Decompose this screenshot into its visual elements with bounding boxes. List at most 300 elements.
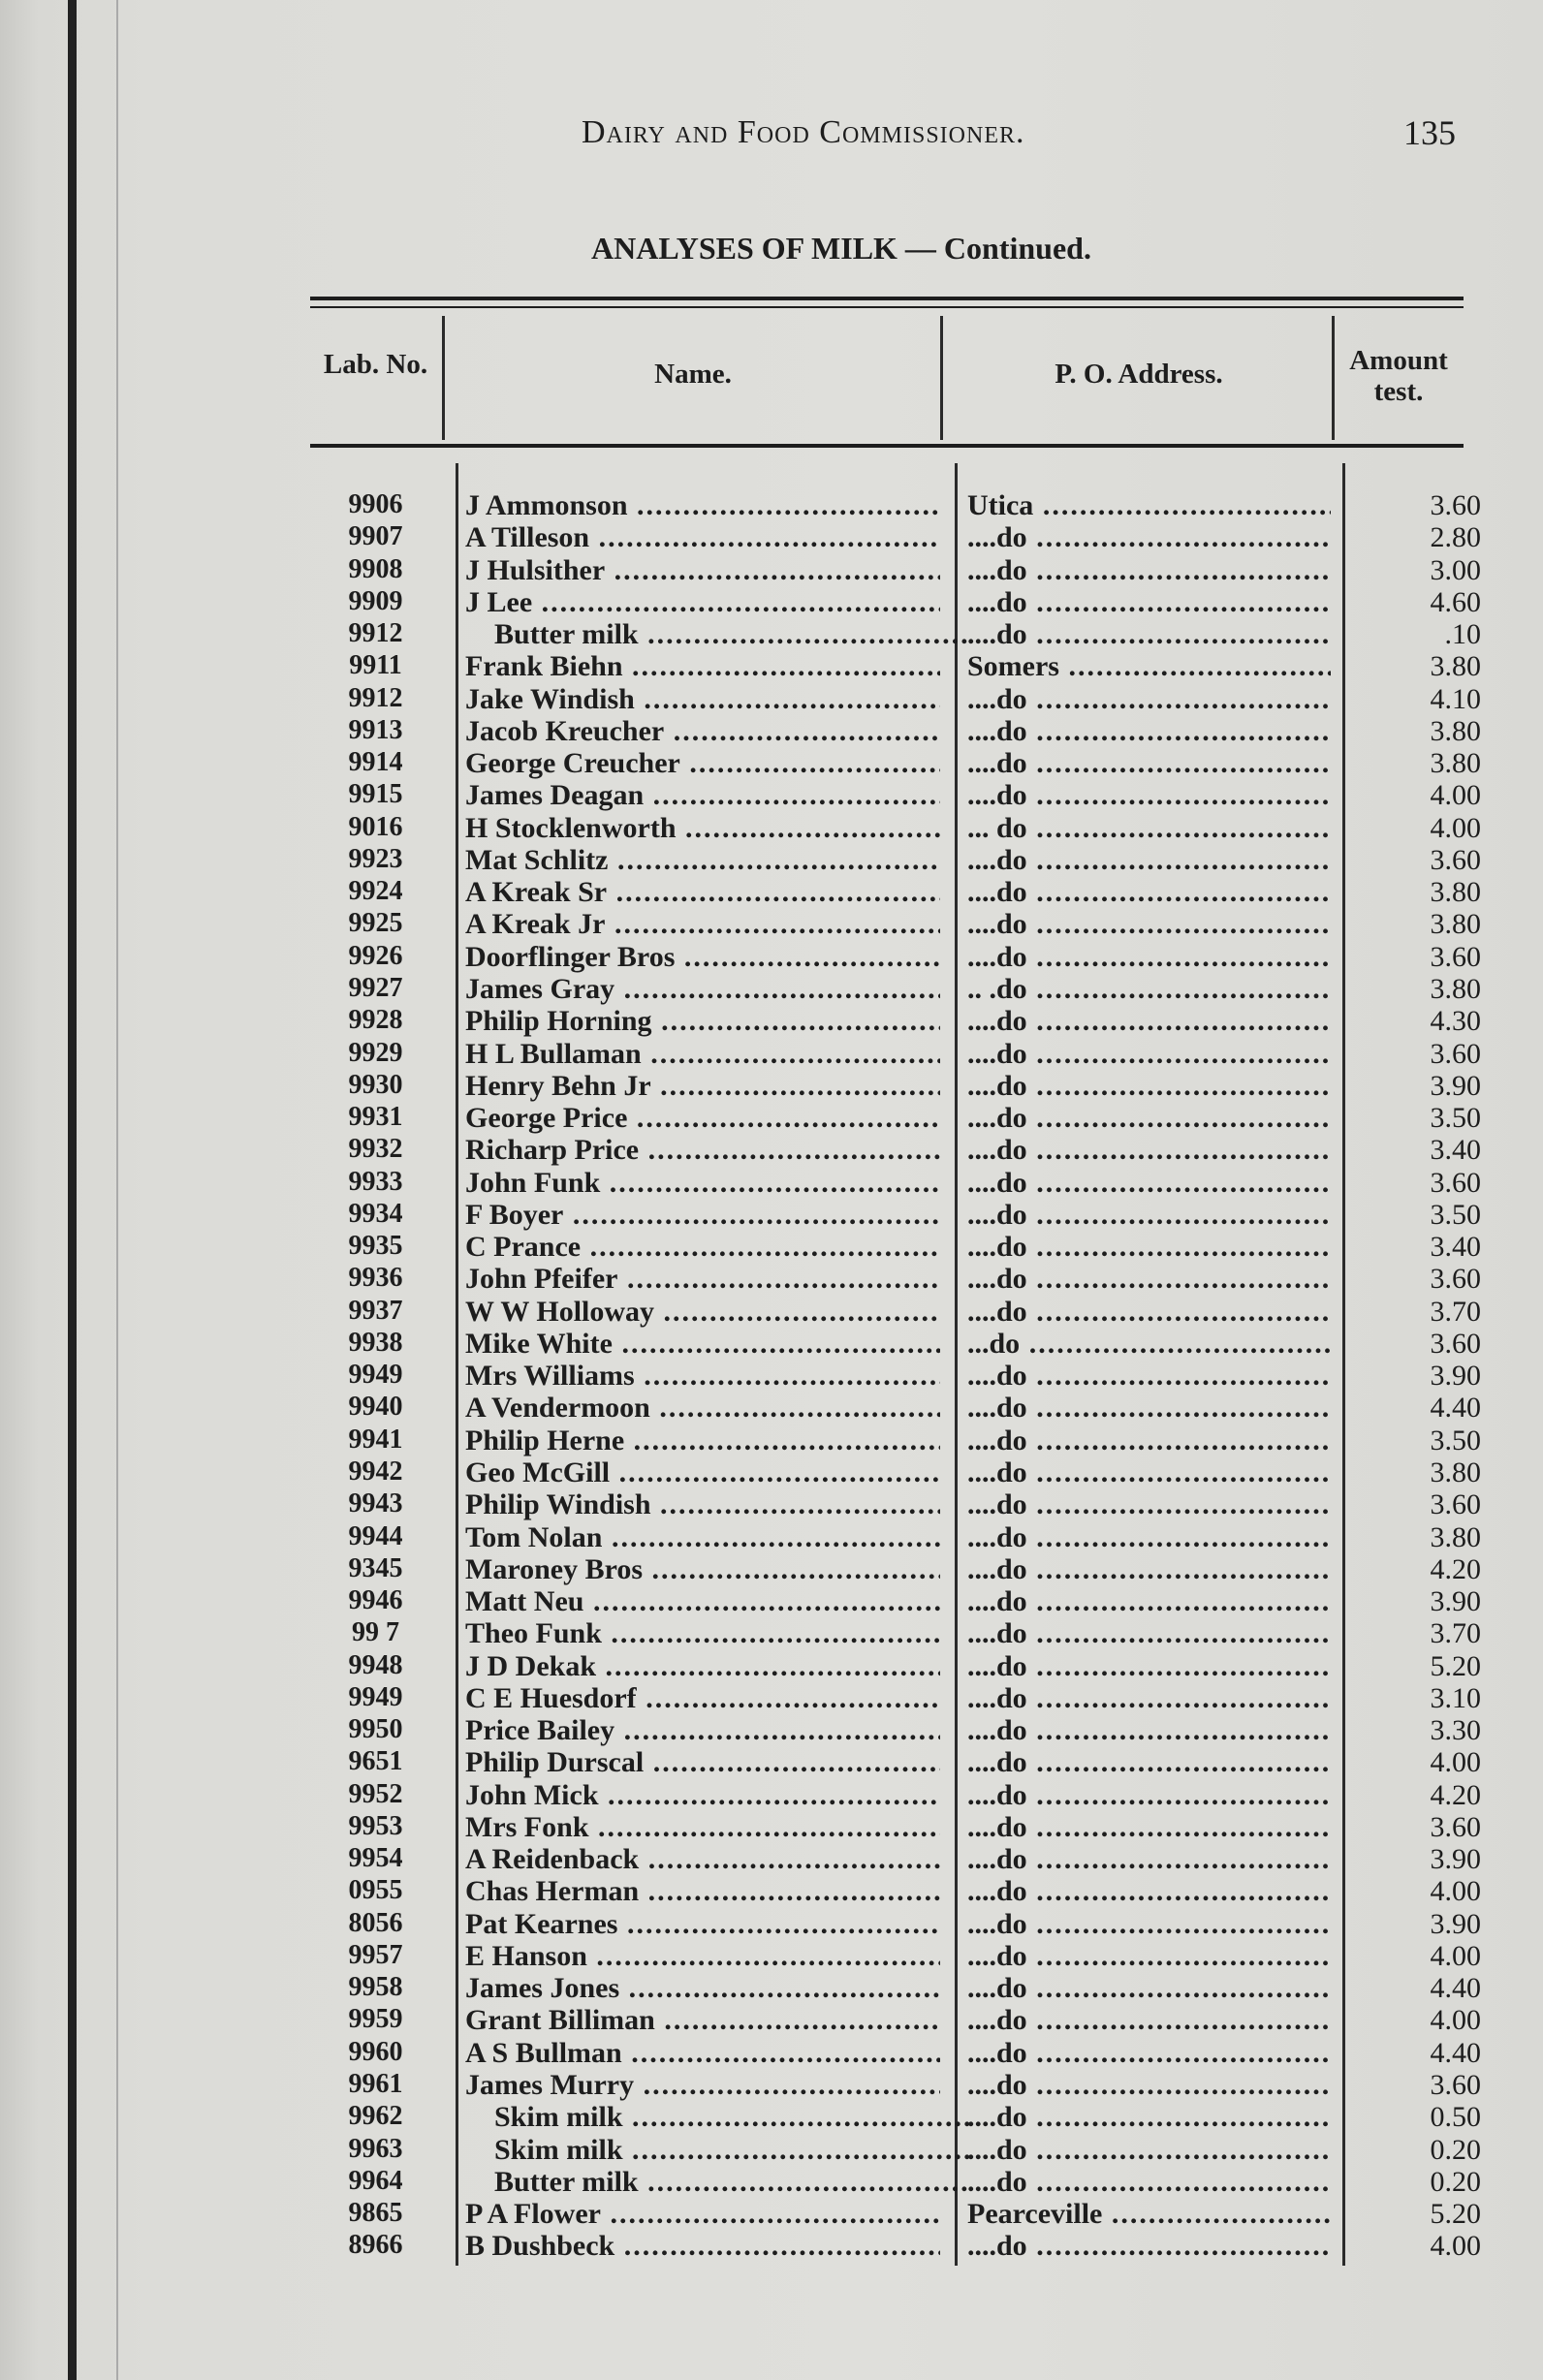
po-address-text: ....do ..... (967, 1360, 1331, 1392)
amount-test: 4.00 (1430, 1939, 1481, 1972)
table-row (320, 1682, 1483, 1714)
lab-number: 9944 (348, 1520, 403, 1551)
table-row (320, 1392, 1483, 1424)
lab-number: 9925 (348, 908, 403, 939)
sample-name: H L Bullaman ..... (465, 1038, 940, 1071)
lab-number: 9948 (348, 1649, 403, 1680)
po-address (967, 1972, 1331, 2005)
amount-test: 4.40 (1430, 1972, 1481, 2005)
amount-test: 4.20 (1430, 1552, 1481, 1585)
po-address (967, 715, 1331, 748)
lab-number: 9651 (348, 1746, 403, 1777)
amount-test: 3.60 (1430, 2069, 1481, 2102)
sample-name: Skim milk ..... (465, 2134, 969, 2167)
po-address (967, 650, 1331, 683)
table-row (320, 1972, 1483, 2004)
po-address (967, 1488, 1331, 1521)
po-address-text: ....do ..... (967, 1488, 1331, 1520)
table-row (320, 650, 1483, 682)
lab-number: 9016 (348, 811, 403, 842)
po-address-text: ....do ..... (967, 941, 1331, 973)
lab-number: 9964 (348, 2165, 403, 2196)
lab-number: 9912 (348, 682, 403, 713)
table-row (320, 1296, 1483, 1328)
po-address (967, 521, 1331, 554)
amount-test: 4.10 (1430, 682, 1481, 715)
amount-test: 3.40 (1430, 1231, 1481, 1264)
lab-number: 9936 (348, 1263, 403, 1294)
sample-name: P A Flower ..... (465, 2198, 940, 2231)
po-address-text: ....do ..... (967, 1038, 1331, 1070)
lab-number: 0955 (348, 1875, 403, 1906)
po-address (967, 941, 1331, 974)
lab-number: 9927 (348, 972, 403, 1003)
sample-name: John Mick ..... (465, 1779, 940, 1812)
lab-number: 9959 (348, 2004, 403, 2035)
sample-name: A Kreak Jr ..... (465, 908, 940, 941)
po-address (967, 1714, 1331, 1747)
po-address-text: ....do ..... (967, 1456, 1331, 1488)
amount-test: .10 (1444, 618, 1481, 651)
po-address (967, 2101, 1331, 2134)
sample-name: J D Dekak ..... (465, 1650, 940, 1683)
lab-number: 9933 (348, 1166, 403, 1197)
table-row (320, 1779, 1483, 1811)
po-address-text: ....do ..... (967, 747, 1331, 779)
table-row (320, 1553, 1483, 1585)
sample-name: Philip Horning ..... (465, 1005, 940, 1038)
amount-test: 5.20 (1430, 2198, 1481, 2231)
amount-test: 3.50 (1430, 1102, 1481, 1135)
table-title: ANALYSES OF MILK — Continued. (591, 231, 1091, 266)
table-row (320, 1940, 1483, 1972)
sample-name: E Hanson ..... (465, 1940, 940, 1973)
table-row (320, 1650, 1483, 1682)
table-top-rule (310, 297, 1464, 300)
table-body (320, 489, 1483, 2263)
table-row (320, 1134, 1483, 1166)
lab-number: 9960 (348, 2036, 403, 2067)
po-address-text: ....do ..... (967, 1617, 1331, 1649)
sample-name: John Pfeifer ..... (465, 1263, 940, 1296)
po-address (967, 1038, 1331, 1071)
column-header-lab-no: Lab. No. (323, 349, 428, 380)
po-address-text: ....do ..... (967, 586, 1331, 618)
column-header-address: P. O. Address. (1055, 359, 1223, 390)
po-address (967, 1392, 1331, 1425)
table-row (320, 1714, 1483, 1746)
amount-test: 4.20 (1430, 1778, 1481, 1811)
sample-name: Butter milk ..... (465, 618, 969, 651)
po-address (967, 2004, 1331, 2037)
amount-test: 3.80 (1430, 747, 1481, 780)
po-address-text: ... do ..... (967, 812, 1331, 844)
amount-test: 4.30 (1430, 1005, 1481, 1038)
sample-name: James Deagan ..... (465, 779, 940, 812)
sample-name: Pat Kearnes ..... (465, 1908, 940, 1941)
amount-test: 3.40 (1430, 1134, 1481, 1167)
table-row (320, 489, 1483, 521)
amount-test: 3.60 (1430, 489, 1481, 521)
po-address-text: Pearceville ..... (967, 2198, 1331, 2230)
sample-name: Philip Windish ..... (465, 1488, 940, 1521)
sample-name: Price Bailey ..... (465, 1714, 940, 1747)
lab-number: 9961 (348, 2069, 403, 2100)
sample-name: C E Huesdorf ..... (465, 1682, 940, 1715)
po-address-text: ....do ..... (967, 2069, 1331, 2101)
lab-number: 9915 (348, 779, 403, 810)
po-address (967, 1617, 1331, 1650)
amount-test: 3.90 (1430, 1907, 1481, 1940)
po-address-text: ....do ..... (967, 844, 1331, 876)
lab-number: 9934 (348, 1198, 403, 1229)
po-address-text: ...do ..... (967, 1328, 1331, 1360)
po-address-text: ....do ..... (967, 1940, 1331, 1972)
lab-number: 9962 (348, 2101, 403, 2132)
po-address-text: ....do ..... (967, 1972, 1331, 2004)
po-address (967, 1521, 1331, 1554)
po-address (967, 1940, 1331, 1973)
po-address-text: ....do ..... (967, 1263, 1331, 1295)
po-address (967, 1134, 1331, 1167)
amount-test: 3.70 (1430, 1295, 1481, 1328)
table-row (320, 1167, 1483, 1199)
lab-number: 8966 (348, 2230, 403, 2261)
lab-number: 9345 (348, 1552, 403, 1583)
po-address (967, 586, 1331, 619)
po-address (967, 1263, 1331, 1296)
lab-number: 9923 (348, 843, 403, 874)
lab-number: 9953 (348, 1810, 403, 1841)
table-row (320, 1746, 1483, 1778)
table-row (320, 876, 1483, 908)
amount-test: 0.20 (1430, 2165, 1481, 2198)
table-row (320, 1843, 1483, 1875)
lab-number: 9932 (348, 1134, 403, 1165)
sample-name: A Kreak Sr ..... (465, 876, 940, 909)
header-divider (1332, 316, 1335, 440)
po-address (967, 1360, 1331, 1393)
po-address-text: ....do ..... (967, 1779, 1331, 1811)
table-row (320, 618, 1483, 650)
po-address-text: ....do ..... (967, 2166, 1331, 2198)
sample-name: Mrs Williams ..... (465, 1360, 940, 1393)
table-row (320, 2037, 1483, 2069)
table-row (320, 1488, 1483, 1520)
po-address-text: ....do ..... (967, 554, 1331, 586)
table-top-rule-thin (310, 306, 1464, 308)
lab-number: 9912 (348, 618, 403, 649)
po-address-text: ....do ..... (967, 1102, 1331, 1134)
lab-number: 9909 (348, 585, 403, 616)
lab-number: 9952 (348, 1778, 403, 1809)
lab-number: 9914 (348, 747, 403, 778)
po-address (967, 1425, 1331, 1457)
amount-test: 3.80 (1430, 972, 1481, 1005)
table-row (320, 1328, 1483, 1360)
table-row (320, 1425, 1483, 1456)
header-divider (442, 316, 445, 440)
po-address (967, 747, 1331, 780)
lab-number: 9943 (348, 1488, 403, 1519)
amount-test: 3.70 (1430, 1617, 1481, 1650)
po-address-text: ....do ..... (967, 2134, 1331, 2166)
po-address (967, 683, 1331, 716)
lab-number: 9954 (348, 1843, 403, 1874)
po-address (967, 812, 1331, 845)
po-address (967, 1456, 1331, 1489)
lab-number: 9949 (348, 1360, 403, 1391)
amount-test: 4.00 (1430, 1875, 1481, 1908)
lab-number: 9913 (348, 714, 403, 745)
amount-test: 4.40 (1430, 1392, 1481, 1425)
table-row (320, 1005, 1483, 1037)
lab-number: 99 7 (352, 1617, 399, 1648)
lab-number: 9963 (348, 2133, 403, 2164)
po-address (967, 2198, 1331, 2231)
table-row (320, 2166, 1483, 2198)
table-row (320, 908, 1483, 940)
sample-name: Mrs Fonk ..... (465, 1811, 940, 1844)
po-address (967, 876, 1331, 909)
amount-test: 3.10 (1430, 1681, 1481, 1714)
po-address (967, 1843, 1331, 1876)
po-address-text: ....do ..... (967, 1296, 1331, 1328)
sample-name: Henry Behn Jr ..... (465, 1070, 940, 1103)
lab-number: 9935 (348, 1231, 403, 1262)
lab-number: 9938 (348, 1327, 403, 1358)
po-address-text: ....do ..... (967, 1070, 1331, 1102)
sample-name: John Funk ..... (465, 1167, 940, 1200)
po-address-text: ....do ..... (967, 1521, 1331, 1553)
amount-test: 3.60 (1430, 1327, 1481, 1360)
po-address (967, 1102, 1331, 1135)
running-head: Dairy and Food Commissioner. (582, 114, 1025, 150)
sample-name: Philip Durscal ..... (465, 1746, 940, 1779)
po-address (967, 908, 1331, 941)
lab-number: 9958 (348, 1972, 403, 2003)
sample-name: A S Bullman ..... (465, 2037, 940, 2070)
amount-test: 3.80 (1430, 876, 1481, 909)
amount-test: 3.60 (1430, 843, 1481, 876)
lab-number: 9911 (349, 650, 402, 681)
po-address (967, 1746, 1331, 1779)
po-address (967, 1875, 1331, 1908)
header-bottom-rule (310, 444, 1464, 448)
sample-name: James Jones ..... (465, 1972, 940, 2005)
po-address (967, 1296, 1331, 1329)
lab-number: 9926 (348, 940, 403, 971)
sample-name: B Dushbeck ..... (465, 2230, 940, 2263)
po-address-text: ....do ..... (967, 876, 1331, 908)
table-row (320, 521, 1483, 553)
po-address (967, 489, 1331, 522)
sample-name: Mat Schlitz ..... (465, 844, 940, 877)
amount-test: 3.50 (1430, 1424, 1481, 1456)
po-address (967, 1199, 1331, 1232)
po-address-text: Utica ..... (967, 489, 1331, 521)
po-address-text: ....do ..... (967, 2101, 1331, 2133)
amount-test: 3.60 (1430, 1810, 1481, 1843)
sample-name: H Stocklenworth ..... (465, 812, 940, 845)
table-row (320, 1617, 1483, 1649)
amount-test: 4.00 (1430, 2230, 1481, 2263)
table-row (320, 1585, 1483, 1617)
po-address (967, 2230, 1331, 2263)
table-row (320, 1038, 1483, 1070)
sample-name: Jacob Kreucher ..... (465, 715, 940, 748)
po-address-text: ....do ..... (967, 683, 1331, 715)
po-address (967, 1650, 1331, 1683)
amount-test: 4.00 (1430, 779, 1481, 812)
po-address (967, 844, 1331, 877)
po-address (967, 1167, 1331, 1200)
lab-number: 9937 (348, 1295, 403, 1326)
sample-name: Tom Nolan ..... (465, 1521, 940, 1554)
po-address (967, 973, 1331, 1006)
amount-test: 3.80 (1430, 714, 1481, 747)
po-address-text: .. .do ..... (967, 973, 1331, 1005)
table-row (320, 2101, 1483, 2133)
po-address-text: ....do ..... (967, 2004, 1331, 2036)
lab-number: 9931 (348, 1102, 403, 1133)
table-row (320, 2069, 1483, 2101)
lab-number: 9942 (348, 1456, 403, 1487)
table-row (320, 2134, 1483, 2166)
po-address (967, 554, 1331, 587)
page-edge (116, 0, 118, 2380)
po-address (967, 1908, 1331, 1941)
po-address-text: ....do ..... (967, 1875, 1331, 1907)
po-address-text: ....do ..... (967, 1231, 1331, 1263)
table-row (320, 812, 1483, 844)
po-address-text: ....do ..... (967, 908, 1331, 940)
amount-test: 3.60 (1430, 1263, 1481, 1296)
sample-name: J Hulsither ..... (465, 554, 940, 587)
po-address-text: ....do ..... (967, 1425, 1331, 1456)
sample-name: George Creucher ..... (465, 747, 940, 780)
sample-name: W W Holloway ..... (465, 1296, 940, 1329)
po-address (967, 1553, 1331, 1586)
table-row (320, 1360, 1483, 1392)
table-row (320, 1070, 1483, 1102)
table-row (320, 1811, 1483, 1843)
sample-name: Frank Biehn ..... (465, 650, 940, 683)
po-address (967, 2069, 1331, 2102)
po-address-text: ....do ..... (967, 1908, 1331, 1940)
sample-name: Grant Billiman ..... (465, 2004, 940, 2037)
amount-test: 4.60 (1430, 585, 1481, 618)
column-header-name: Name. (654, 359, 732, 390)
sample-name: Chas Herman ..... (465, 1875, 940, 1908)
amount-test: 0.50 (1430, 2101, 1481, 2134)
table-row (320, 1263, 1483, 1295)
sample-name: Butter milk ..... (465, 2166, 969, 2199)
lab-number: 9928 (348, 1005, 403, 1036)
po-address-text: ....do ..... (967, 1682, 1331, 1714)
amount-test: 3.80 (1430, 908, 1481, 941)
amount-test: 3.90 (1430, 1843, 1481, 1876)
table-row (320, 2004, 1483, 2036)
sample-name: Maroney Bros ..... (465, 1553, 940, 1586)
sample-name: Richarp Price ..... (465, 1134, 940, 1167)
po-address-text: ....do ..... (967, 1005, 1331, 1037)
amount-test: 3.80 (1430, 1456, 1481, 1488)
amount-test: 3.90 (1430, 1360, 1481, 1393)
table-row (320, 2230, 1483, 2262)
sample-name: F Boyer ..... (465, 1199, 940, 1232)
po-address-text: ....do ..... (967, 1199, 1331, 1231)
amount-test: 3.80 (1430, 1520, 1481, 1553)
page-number: 135 (1403, 113, 1456, 152)
po-address (967, 1682, 1331, 1715)
lab-number: 9906 (348, 489, 403, 519)
table-row (320, 1521, 1483, 1553)
lab-number: 9949 (348, 1681, 403, 1712)
binding-gutter (68, 0, 77, 2380)
lab-number: 9930 (348, 1069, 403, 1100)
sample-name: Mike White ..... (465, 1328, 940, 1361)
po-address (967, 1231, 1331, 1264)
sample-name: A Reidenback ..... (465, 1843, 940, 1876)
lab-number: 9924 (348, 876, 403, 907)
sample-name: Skim milk ..... (465, 2101, 969, 2134)
lab-number: 9957 (348, 1939, 403, 1970)
po-address-text: ....do ..... (967, 1746, 1331, 1778)
table-row (320, 1875, 1483, 1907)
sample-name: J Ammonson ..... (465, 489, 940, 522)
po-address (967, 2166, 1331, 2199)
sample-name: Geo McGill ..... (465, 1456, 940, 1489)
amount-test: 4.00 (1430, 1746, 1481, 1779)
header-divider (940, 316, 943, 440)
po-address (967, 1779, 1331, 1812)
table-row (320, 2198, 1483, 2230)
po-address (967, 2134, 1331, 2167)
table-row (320, 1908, 1483, 1940)
sample-name: A Vendermoon ..... (465, 1392, 940, 1425)
amount-test: 4.00 (1430, 811, 1481, 844)
po-address (967, 779, 1331, 812)
po-address-text: ....do ..... (967, 2037, 1331, 2069)
lab-number: 9946 (348, 1585, 403, 1616)
sample-name: James Murry ..... (465, 2069, 940, 2102)
po-address-text: ....do ..... (967, 1585, 1331, 1617)
po-address-text: ....do ..... (967, 779, 1331, 811)
table-row (320, 973, 1483, 1005)
amount-test: 4.00 (1430, 2004, 1481, 2037)
po-address-text: ....do ..... (967, 1553, 1331, 1585)
po-address-text: ....do ..... (967, 715, 1331, 747)
lab-number: 9941 (348, 1424, 403, 1455)
sample-name: James Gray ..... (465, 973, 940, 1006)
po-address-text: ....do ..... (967, 618, 1331, 650)
table-row (320, 747, 1483, 779)
table-row (320, 683, 1483, 715)
po-address (967, 1811, 1331, 1844)
po-address (967, 1585, 1331, 1618)
po-address (967, 2037, 1331, 2070)
table-row (320, 1456, 1483, 1488)
sample-name: C Prance ..... (465, 1231, 940, 1264)
po-address-text: ....do ..... (967, 1811, 1331, 1843)
po-address (967, 1328, 1331, 1361)
po-address-text: ....do ..... (967, 1843, 1331, 1875)
lab-number: 8056 (348, 1907, 403, 1938)
po-address-text: ....do ..... (967, 1134, 1331, 1166)
amount-test: 3.90 (1430, 1585, 1481, 1618)
table-row (320, 844, 1483, 876)
